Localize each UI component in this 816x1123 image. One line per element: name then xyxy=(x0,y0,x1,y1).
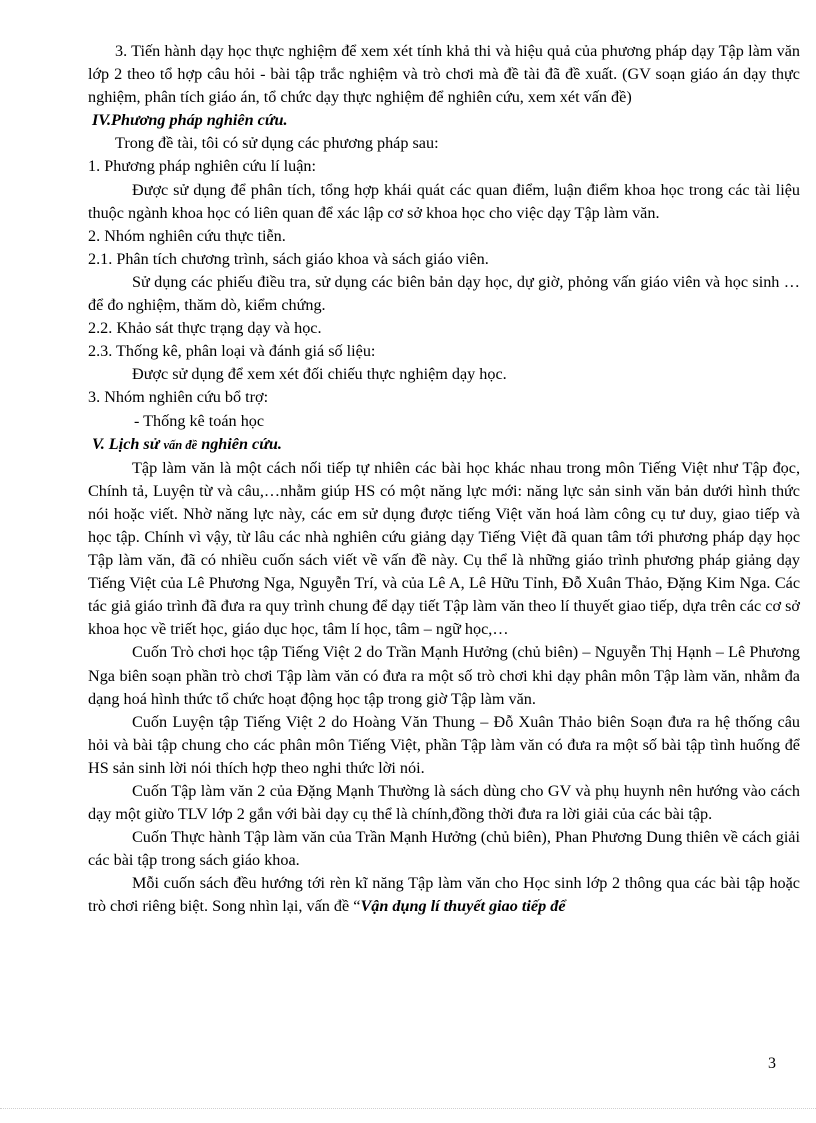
paragraph-method-2-1: 2.1. Phân tích chương trình, sách giáo khoa và sách giáo viên. xyxy=(88,249,489,268)
section-heading-v xyxy=(88,433,800,457)
paragraph-history-3: Cuốn Luyện tập Tiếng Việt 2 do Hoàng Văn Thung – Đỗ Xuân Thảo biên Soạn đưa ra hệ thống câu hỏi và bài tập chung cho các phân môn Tiếng Việt, phần Tập làm văn có đưa ra một số bài tập tình huống để HS sản sinh lời nói thích hợp theo nghi thức lời nói. xyxy=(88,712,800,777)
paragraph-history-5: Cuốn Thực hành Tập làm văn của Trần Mạnh Hưởng (chủ biên), Phan Phương Dung thiên về cách giải các bài tập trong sách giáo khoa. xyxy=(88,828,800,870)
paragraph-method-1-desc: Được sử dụng để phân tích, tổng hợp khái quát các quan điểm, luận điểm khoa học trong các tài liệu thuộc ngành khoa học có liên quan để xác lập cơ sở khoa học cho việc dạy Tập làm văn. xyxy=(88,180,800,222)
heading-v-part-1: V. Lịch sử xyxy=(92,434,164,453)
paragraph-history-4: Cuốn Tập làm văn 2 của Đặng Mạnh Thường là sách dùng cho GV và phụ huynh nên hướng vào cách dạy một giừo TLV lớp 2 gắn với bài dạy cụ thể là chính,đồng thời đưa ra lời giải của các bài tập. xyxy=(88,782,800,824)
paragraph-method-2-2: 2.2. Khảo sát thực trạng dạy và học. xyxy=(88,319,322,338)
paragraph-method-2-3: 2.3. Thống kê, phân loại và đánh giá số liệu: xyxy=(88,342,376,361)
paragraph-objective-3: 3. Tiến hành dạy học thực nghiệm để xem xét tính khả thi và hiệu quả của phương pháp dạy Tập làm văn lớp 2 theo tổ hợp câu hỏi - bài tập trắc nghiệm và trò chơi mà đề tài đã đề xuất. (GV soạn giáo án dạy thực nghiệm, phân tích giáo án, tổ chức dạy thực nghiệm để nghiên cứu, xem xét vấn đề) xyxy=(88,42,800,107)
paragraph-method-2-3-desc: Được sử dụng để xem xét đối chiếu thực nghiệm dạy học. xyxy=(132,365,507,384)
paragraph-method-2-1-desc: Sử dụng các phiếu điều tra, sử dụng các biên bản dạy học, dự giờ, phỏng vấn giáo viên và học sinh …để đo nghiệm, thăm dò, kiểm chứng. xyxy=(88,272,800,315)
paragraph-method-2: 2. Nhóm nghiên cứu thực tiễn. xyxy=(88,226,286,245)
heading-v-part-3: nghiên cứu. xyxy=(197,434,282,453)
paragraph-method-3: 3. Nhóm nghiên cứu bổ trợ: xyxy=(88,388,269,407)
paragraph-intro-methods: Trong đề tài, tôi có sử dụng các phương pháp sau: xyxy=(115,134,439,153)
heading-v-part-2: vấn đề xyxy=(163,437,198,452)
list-item-statistics: - Thống kê toán học xyxy=(134,411,265,430)
section-heading-iv: IV.Phương pháp nghiên cứu. xyxy=(92,111,288,130)
paragraph-history-2: Cuốn Trò chơi học tập Tiếng Việt 2 do Trần Mạnh Hưởng (chủ biên) – Nguyễn Thị Hạnh – Lê Phương Nga biên soạn phần trò chơi Tập làm văn có đưa ra một số trò chơi khi dạy phân môn Tập làm văn, nhằm đa dạng hoá hình thức tổ chức hoạt động học tập trong giờ Tập làm văn. xyxy=(88,643,800,708)
document-body xyxy=(88,40,800,919)
paragraph-history-6-emphasis: Vận dụng lí thuyết giao tiếp để xyxy=(360,897,566,916)
paragraph-history-6 xyxy=(88,872,800,918)
paragraph-method-1: 1. Phương pháp nghiên cứu lí luận: xyxy=(88,157,316,176)
paragraph-history-6-text: Mỗi cuốn sách đều hướng tới rèn kĩ năng Tập làm văn cho Học sinh lớp 2 thông qua các bài tập hoặc trò chơi riêng biệt. Song nhìn lại, vấn đề “ xyxy=(88,874,800,916)
footer-divider xyxy=(0,1108,816,1109)
page-number: 3 xyxy=(768,1055,776,1072)
paragraph-history-1: Tập làm văn là một cách nối tiếp tự nhiên các bài học khác nhau trong môn Tiếng Việt như Tập đọc, Chính tả, Luyện từ và câu,…nhằm giúp HS có một năng lực mới: năng lực sản sinh văn bản dưới hình thức nói hoặc viết. Nhờ năng lực này, các em sử dụng được tiếng Việt văn hoá làm công cụ tư duy, giao tiếp và học tập. Chính vì vậy, từ lâu các nhà nghiên cứu giảng dạy Tiếng Việt đã quan tâm tới phương pháp dạy học Tập làm văn, đã có nhiều cuốn sách viết về vấn đề này. Cụ thể là những giáo trình phương pháp giảng dạy Tiếng Việt của Lê Phương Nga, Nguyễn Trí, và của Lê A, Lê Hữu Tỉnh, Đỗ Xuân Thảo, Đặng Kim Nga. Các tác giả giáo trình đã đưa ra quy trình chung để dạy tiết Tập làm văn theo lí thuyết giao tiếp, dựa trên các cơ sở khoa học về triết học, giáo dục học, tâm lí học, tâm – ngữ học,… xyxy=(88,458,800,639)
